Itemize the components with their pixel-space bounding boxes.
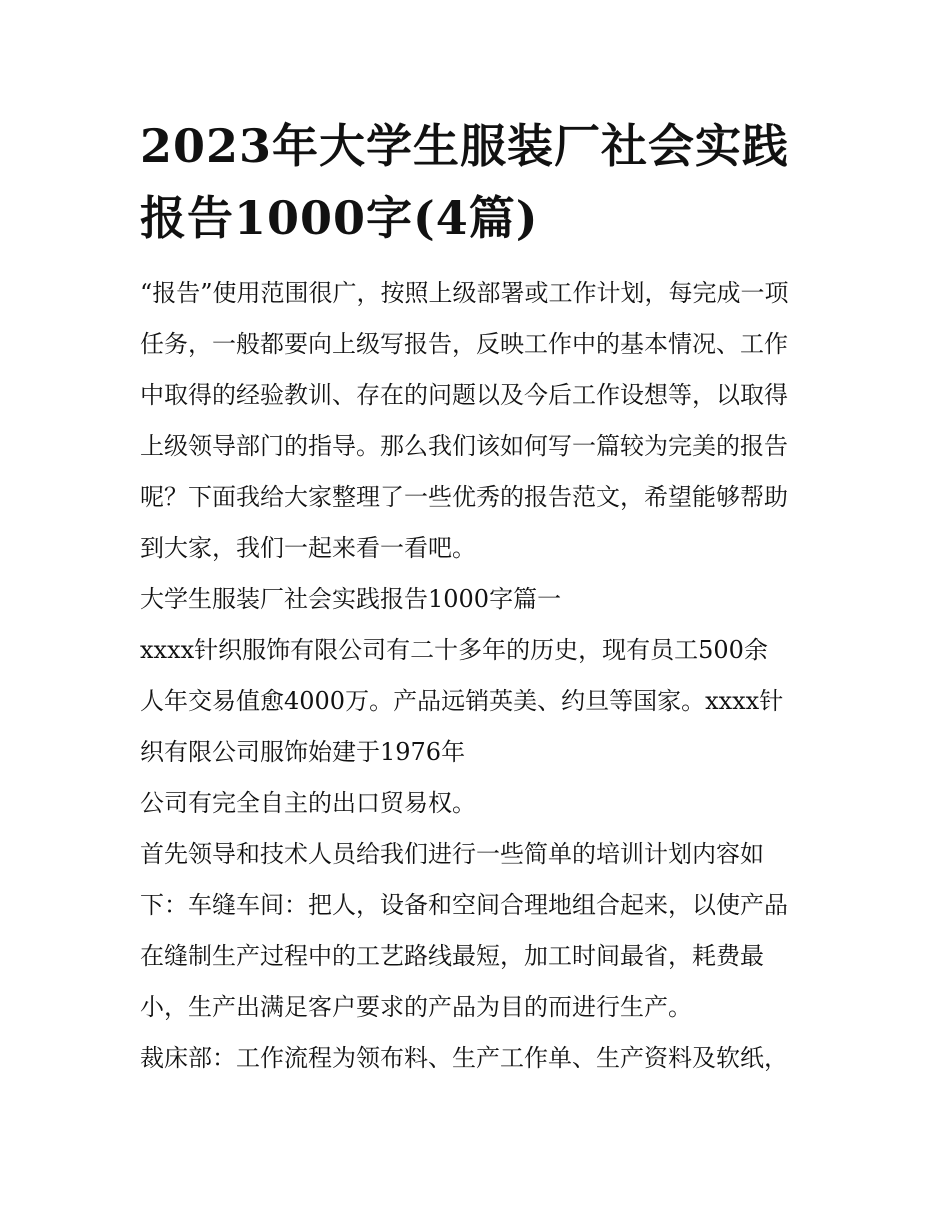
paragraph-line: 到大家，我们一起来看一看吧。: [140, 534, 476, 562]
paragraph-line: 中取得的经验教训、存在的问题以及今后工作设想等，以取得: [140, 381, 788, 409]
paragraph-line: 织有限公司服饰始建于1976年: [140, 738, 466, 766]
paragraph-line: 小，生产出满足客户要求的产品为目的而进行生产。: [140, 993, 692, 1021]
export-rights-paragraph: [140, 778, 820, 829]
section-heading: [140, 574, 820, 625]
paragraph-line: “报告”使用范围很广，按照上级部署或工作计划，每完成一项: [140, 279, 789, 307]
document-body: [140, 268, 820, 1084]
paragraph-line: 呢？下面我给大家整理了一些优秀的报告范文，希望能够帮助: [140, 483, 788, 511]
paragraph-line: xxxx针织服饰有限公司有二十多年的历史，现有员工500余: [140, 636, 768, 664]
paragraph-line: 大学生服装厂社会实践报告1000字篇一: [140, 585, 562, 613]
document-content: [140, 110, 820, 1084]
cutting-department-paragraph: [140, 1033, 820, 1084]
company-paragraph: [140, 625, 820, 778]
paragraph-line: 下：车缝车间：把人，设备和空间合理地组合起来，以使产品: [140, 891, 788, 919]
paragraph-line: 首先领导和技术人员给我们进行一些简单的培训计划内容如: [140, 840, 764, 868]
training-paragraph: [140, 829, 820, 1033]
paragraph-line: 在缝制生产过程中的工艺路线最短，加工时间最省，耗费最: [140, 942, 764, 970]
title-line: 2023年大学生服装厂社会实践: [140, 119, 790, 173]
paragraph-line: 公司有完全自主的出口贸易权。: [140, 789, 476, 817]
document-title: [140, 110, 820, 254]
paragraph-line: 裁床部：工作流程为领布料、生产工作单、生产资料及软纸，: [140, 1044, 788, 1072]
paragraph-line: 任务，一般都要向上级写报告，反映工作中的基本情况、工作: [140, 330, 788, 358]
title-line: 报告1000字(4篇): [140, 191, 539, 245]
intro-paragraph: [140, 268, 820, 574]
paragraph-line: 上级领导部门的指导。那么我们该如何写一篇较为完美的报告: [140, 432, 788, 460]
paragraph-line: 人年交易值愈4000万。产品远销英美、约旦等国家。xxxx针: [140, 687, 784, 715]
